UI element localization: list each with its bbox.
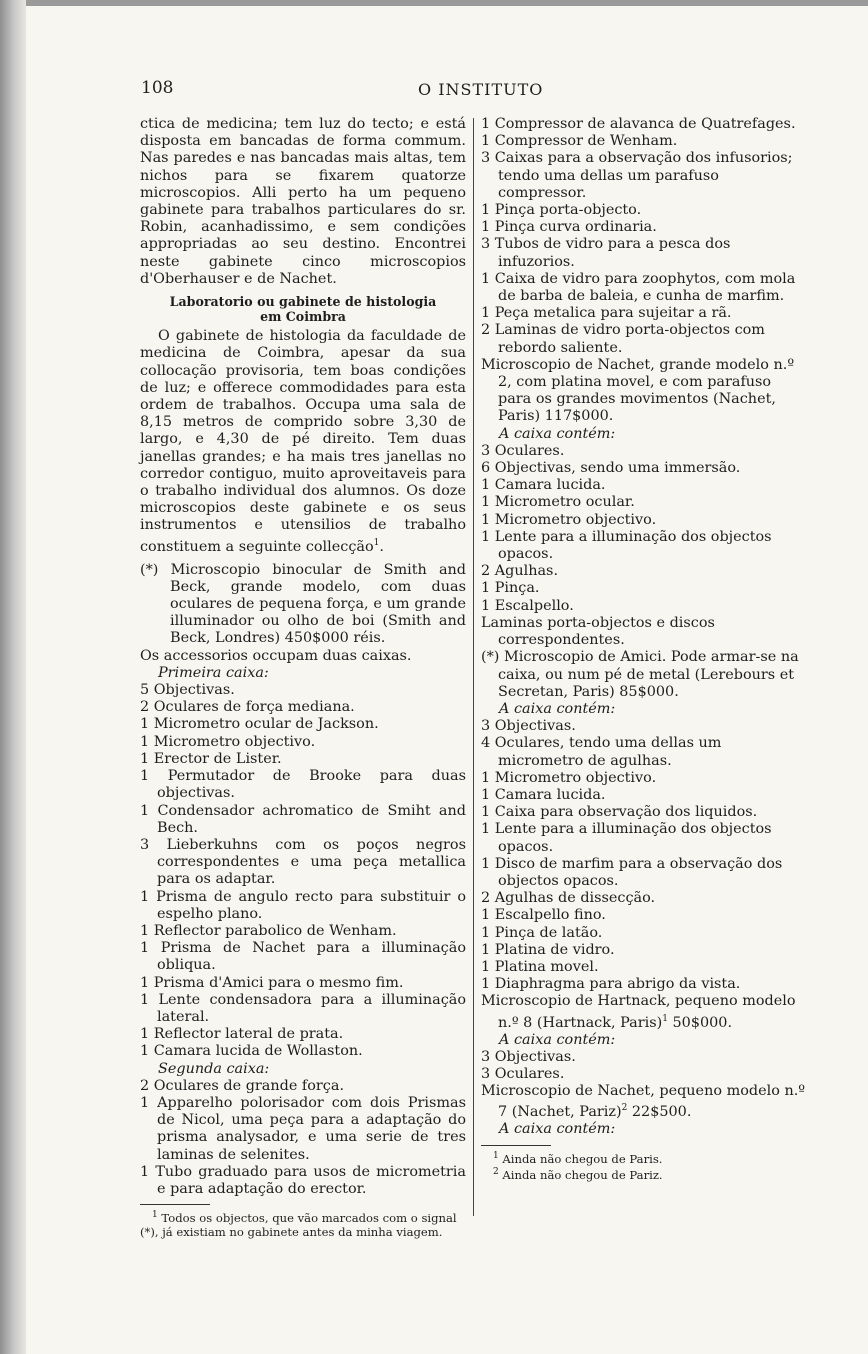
amici-entry: (*) Microscopio de Amici. Pode armar-se na caixa, ou num pé de metal (Lerebours et Secretan, Paris) 85$000. bbox=[481, 649, 799, 700]
footnote-ref: 2 bbox=[621, 1103, 628, 1114]
nachet-large-entry: Microscopio de Nachet, grande modelo n.º 2, com platina movel, e com parafuso para os grandes movimentos (Nachet, Paris) 117$000. bbox=[481, 356, 795, 425]
column-divider bbox=[473, 118, 474, 1216]
list-item: 1 Escalpello fino. bbox=[481, 907, 606, 924]
box-c-title: A caixa contém: bbox=[499, 1031, 616, 1048]
list-item: 1 Compressor de alavanca de Quatrefages. bbox=[481, 116, 796, 132]
intro-paragraph: ctica de medicina; tem luz do tecto; e está disposta em bancadas de forma commum. Nas paredes e nas bancadas mais altas, tem nichos para se fixarem quatorze microscopios. Alli perto ha um pequeno gabinete para trabalhos particulares do sr. Robin, acanhadissimo, e sem condições appropriadas ao seu destino. Encontrei neste gabinete cinco microscopios d'Oberhauser e de Nachet. bbox=[140, 116, 466, 287]
accessories-line: Os accessorios occupam duas caixas. bbox=[140, 647, 412, 664]
heading-line-1: Laboratorio ou gabinete de histologia bbox=[169, 294, 437, 310]
running-title: O INSTITUTO bbox=[418, 80, 544, 99]
list-item: 3 Oculares. bbox=[481, 1065, 565, 1082]
list-item: 1 Pinça porta-objecto. bbox=[481, 202, 642, 219]
list-item: 5 Objectivas. bbox=[140, 682, 235, 699]
list-item: 1 Camara lucida. bbox=[481, 477, 606, 494]
left-column bbox=[140, 116, 466, 1239]
list-item: 1 Apparelho polorisador com dois Prismas de Nicol, uma peça para a adaptação do prisma analysador, e uma serie de tres laminas de selenites. bbox=[140, 1094, 466, 1163]
footnote-text-1: Todos os objectos, que vão marcados com o signal bbox=[161, 1211, 457, 1226]
footnote-rule bbox=[140, 1204, 210, 1205]
list-item: 1 Lente para a illuminação dos objectos opacos. bbox=[481, 528, 772, 563]
list-item: 1 Pinça curva ordinaria. bbox=[481, 219, 657, 236]
right-list-b bbox=[481, 443, 807, 615]
list-item: 1 Peça metalica para sujeitar a rã. bbox=[481, 305, 732, 322]
nachet-small-price: 22$500. bbox=[631, 1104, 692, 1121]
list-item: 2 Agulhas. bbox=[481, 563, 559, 580]
top-edge bbox=[26, 0, 868, 6]
footnote-1-text: Ainda não chegou de Paris. bbox=[502, 1151, 663, 1166]
right-list-d bbox=[481, 1049, 807, 1083]
description-paragraph bbox=[140, 328, 466, 555]
list-item: 3 Objectivas. bbox=[481, 1048, 576, 1065]
list-item: 1 Erector de Lister. bbox=[140, 750, 282, 767]
list-item: 2 Oculares de força mediana. bbox=[140, 699, 355, 716]
list-item: 1 Platina movel. bbox=[481, 958, 599, 975]
list-item: 1 Caixa de vidro para zoophytos, com mola de barba de baleia, e cunha de marfim. bbox=[481, 270, 796, 305]
list-item: 6 Objectivas, sendo uma immersão. bbox=[481, 460, 741, 477]
box-a-title: A caixa contém: bbox=[499, 425, 616, 442]
list-item: 2 Agulhas de dissecção. bbox=[481, 890, 656, 907]
heading-line-2: em Coimbra bbox=[260, 308, 346, 324]
nachet-small-text: Microscopio de Nachet, pequeno modelo n.º 7 (Nachet, Pariz) bbox=[481, 1083, 806, 1121]
box2-title: Segunda caixa: bbox=[158, 1060, 270, 1077]
section-heading bbox=[140, 295, 466, 324]
list-item: 1 Prisma d'Amici para o mesmo fim. bbox=[140, 974, 404, 991]
box-d-title: A caixa contém: bbox=[499, 1121, 616, 1138]
page-number: 108 bbox=[141, 78, 174, 98]
list-item: 1 Permutador de Brooke para duas objectivas. bbox=[140, 768, 466, 802]
list-item: 2 Laminas de vidro porta-objectos com rebordo saliente. bbox=[481, 322, 765, 356]
list-item: 1 Camara lucida de Wollaston. bbox=[140, 1043, 363, 1060]
footnote-mark: 2 bbox=[493, 1167, 499, 1178]
footnote-2-text: Ainda não chegou de Pariz. bbox=[502, 1168, 663, 1183]
list-item: 1 Reflector parabolico de Wenham. bbox=[140, 922, 397, 939]
list-item: 1 Camara lucida. bbox=[481, 786, 606, 803]
list-item: 4 Oculares, tendo uma dellas um micrometro de agulhas. bbox=[481, 735, 722, 769]
list-item: 1 Caixa para observação dos liquidos. bbox=[481, 804, 758, 821]
right-footnotes bbox=[481, 1149, 807, 1183]
list-item: 3 Lieberkuhns com os poços negros correspondentes e uma peça metallica para os adaptar. bbox=[140, 836, 466, 888]
description-end: . bbox=[379, 538, 384, 555]
laminas-entry: Laminas porta-objectos e discos correspondentes. bbox=[481, 614, 715, 649]
footnote-mark: 1 bbox=[152, 1210, 158, 1221]
list-item: 1 Disco de marfim para a observação dos objectos opacos. bbox=[481, 855, 783, 889]
footnote-line-2: (*), já existiam no gabinete antes da minha viagem. bbox=[140, 1225, 443, 1240]
footnote-line-1 bbox=[140, 1208, 466, 1225]
hartnack-entry bbox=[481, 993, 807, 1031]
footnote-1 bbox=[481, 1149, 807, 1166]
list-item: 1 Pinça de latão. bbox=[481, 924, 603, 941]
list-item: 3 Caixas para a observação dos infusorios; tendo uma dellas um parafuso compressor. bbox=[481, 150, 793, 201]
list-item: 1 Platina de vidro. bbox=[481, 941, 615, 958]
list-item: 1 Condensador achromatico de Smiht and Bech. bbox=[140, 802, 466, 836]
list-item: 1 Escalpello. bbox=[481, 597, 574, 614]
list-item: 1 Reflector lateral de prata. bbox=[140, 1026, 344, 1043]
list-item: 1 Micrometro ocular de Jackson. bbox=[140, 716, 379, 733]
list-item: 1 Lente para a illuminação dos objectos opacos. bbox=[481, 821, 772, 855]
box2-list bbox=[140, 1078, 466, 1198]
list-item: 3 Oculares. bbox=[481, 442, 565, 459]
list-item: 1 Prisma de angulo recto para substituir o espelho plano. bbox=[140, 888, 466, 922]
right-list-c bbox=[481, 718, 807, 993]
box-b-title: A caixa contém: bbox=[499, 700, 616, 717]
footnote-ref: 1 bbox=[662, 1013, 668, 1024]
footnote-mark: 1 bbox=[493, 1150, 499, 1161]
footnote-rule bbox=[481, 1145, 551, 1146]
nachet-small-entry bbox=[481, 1083, 807, 1121]
description-text: O gabinete de histologia da faculdade de medicina de Coimbra, apesar da sua collocação provisoria, tem boas condições de luz; e offerece commodidades para esta ordem de trabalhos. Occupa uma sala de 8,15 metros de comprido sobre 3,30 de largo, e 4,30 de pé direito. Tem duas janellas grandes; e ha mais tres janellas no corredor contiguo, muito aproveitaveis para o trabalho individual dos alumnos. Os doze microscopios deste gabinete e os seus instrumentos e utensilios de trabalho constituem a seguinte collecção bbox=[140, 328, 466, 555]
list-item: 1 Compressor de Wenham. bbox=[481, 133, 678, 150]
list-item: 1 Prisma de Nachet para a illuminação obliqua. bbox=[140, 940, 466, 974]
list-item: 3 Objectivas. bbox=[481, 718, 576, 735]
list-item: 3 Tubos de vidro para a pesca dos infuzorios. bbox=[481, 236, 731, 270]
book-binding-edge bbox=[0, 0, 26, 1354]
list-item: 1 Micrometro objectivo. bbox=[481, 511, 657, 528]
binocular-microscope-entry: (*) Microscopio binocular de Smith and Beck, grande modelo, com duas oculares de pequena força, e um grande illuminador ou olho de boi (Smith and Beck, Londres) 450$000 réis. bbox=[140, 561, 466, 647]
list-item: 1 Micrometro ocular. bbox=[481, 494, 635, 511]
footnote bbox=[140, 1208, 466, 1239]
list-item: 1 Lente condensadora para a illuminação lateral. bbox=[140, 991, 466, 1025]
box1-list bbox=[140, 682, 466, 1060]
right-list-a bbox=[481, 116, 807, 357]
hartnack-price: 50$000. bbox=[672, 1014, 733, 1031]
right-column bbox=[481, 116, 807, 1182]
footnote-ref: 1 bbox=[373, 537, 380, 548]
list-item: 2 Oculares de grande força. bbox=[140, 1077, 345, 1094]
hartnack-text: Microscopio de Hartnack, pequeno modelo n.º 8 (Hartnack, Paris) bbox=[481, 993, 796, 1031]
list-item: 1 Tubo graduado para usos de micrometria e para adaptação do erector. bbox=[140, 1163, 466, 1197]
box1-title: Primeira caixa: bbox=[158, 664, 269, 681]
list-item: 1 Pinça. bbox=[481, 580, 540, 597]
list-item: 1 Micrometro objectivo. bbox=[481, 769, 657, 786]
footnote-2 bbox=[481, 1165, 807, 1182]
list-item: 1 Diaphragma para abrigo da vista. bbox=[481, 976, 741, 993]
list-item: 1 Micrometro objectivo. bbox=[140, 733, 316, 750]
